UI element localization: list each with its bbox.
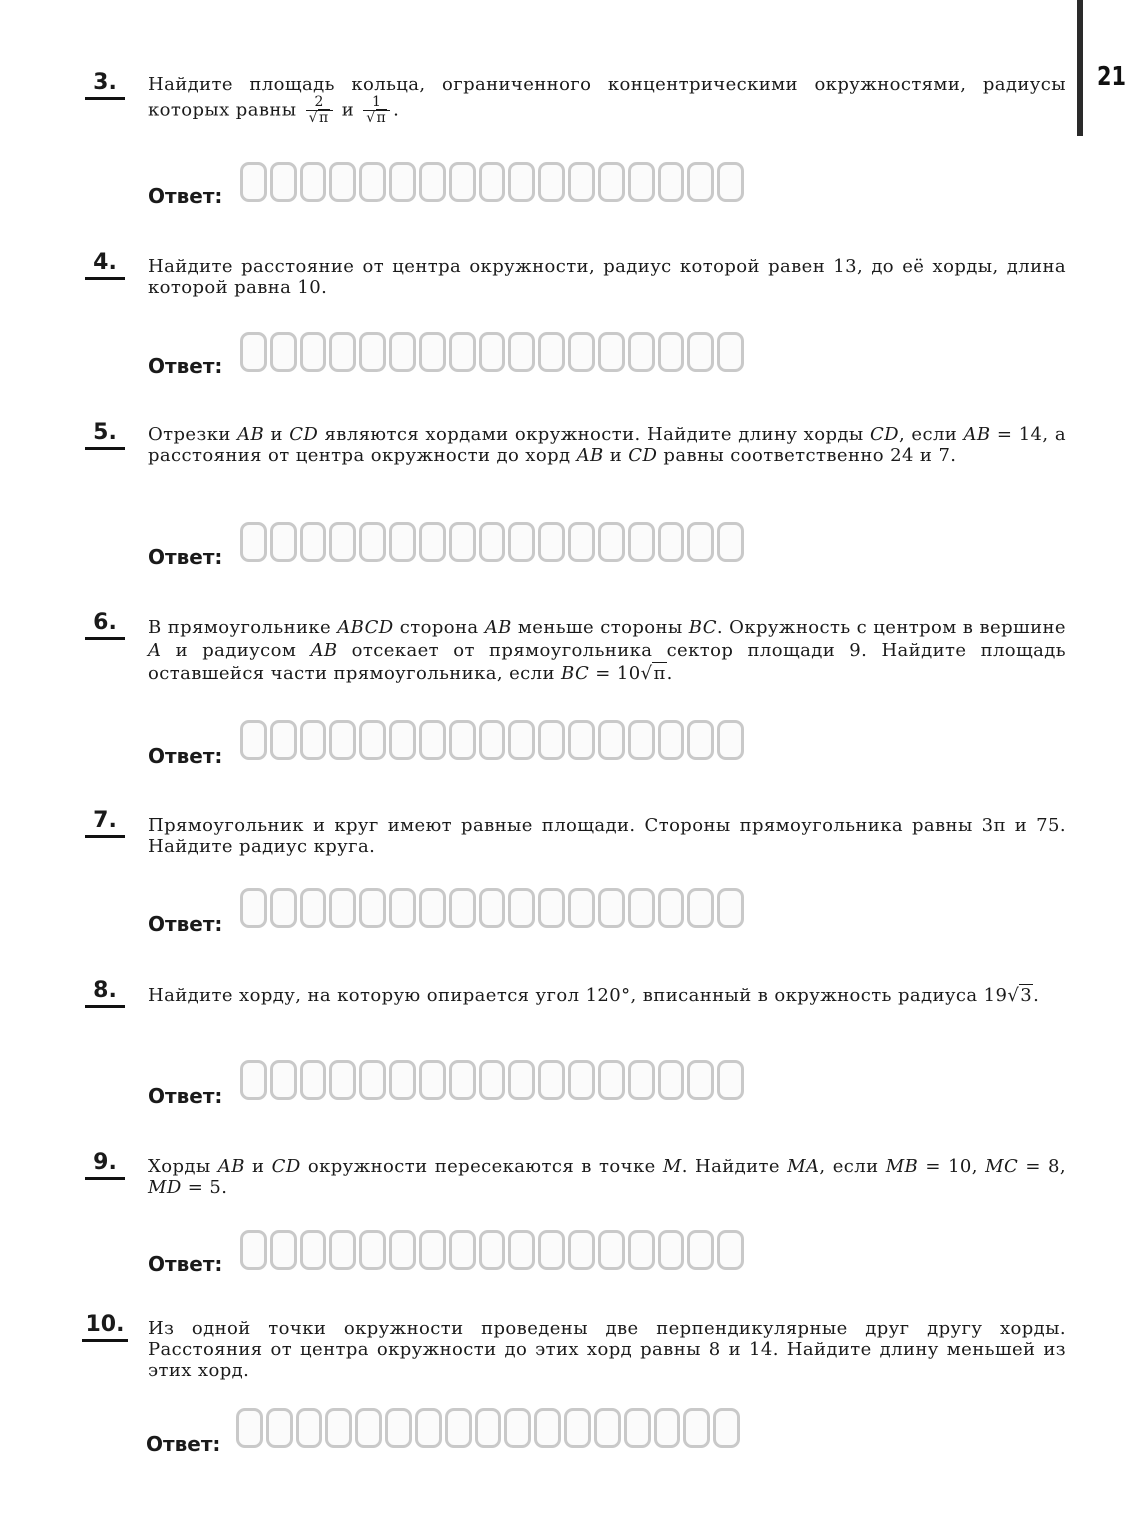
- answer-label-7: Ответ:: [148, 912, 223, 936]
- task-text-3: Найдите площадь кольца, ограниченного концентрическими окружностями, радиусы которых равны $\frac{2}{√\pi}$ и $\frac{1}{√\pi}$ .: [148, 74, 1066, 126]
- answer-cell[interactable]: [240, 332, 267, 372]
- answer-cell[interactable]: [270, 522, 297, 562]
- answer-cell[interactable]: [329, 888, 356, 928]
- answer-cell[interactable]: [717, 1060, 744, 1100]
- answer-cell[interactable]: [300, 332, 327, 372]
- answer-cell[interactable]: [538, 1230, 565, 1270]
- answer-cell[interactable]: [717, 1230, 744, 1270]
- answer-cell[interactable]: [419, 332, 446, 372]
- answer-cell[interactable]: [266, 1408, 293, 1448]
- answer-cell[interactable]: [449, 522, 476, 562]
- answer-cell[interactable]: [534, 1408, 561, 1448]
- answer-cell[interactable]: [628, 720, 655, 760]
- answer-cell[interactable]: [329, 332, 356, 372]
- answer-cell[interactable]: [717, 888, 744, 928]
- answer-cell[interactable]: [389, 1060, 416, 1100]
- answer-cell[interactable]: [449, 162, 476, 202]
- answer-cell[interactable]: [628, 1060, 655, 1100]
- answer-cell[interactable]: [475, 1408, 502, 1448]
- answer-cell[interactable]: [687, 1060, 714, 1100]
- answer-cell[interactable]: [568, 332, 595, 372]
- answer-cells-9[interactable]: [240, 1230, 744, 1270]
- task-number-3: 3.: [85, 70, 125, 100]
- page-number: 21: [1097, 62, 1126, 92]
- answer-label-4: Ответ:: [148, 354, 223, 378]
- answer-cells-10[interactable]: [236, 1408, 740, 1448]
- answer-cell[interactable]: [479, 522, 506, 562]
- answer-label-5: Ответ:: [148, 545, 223, 569]
- answer-cell[interactable]: [449, 332, 476, 372]
- answer-cell[interactable]: [270, 1060, 297, 1100]
- task-text-9: Хорды AB и CD окружности пересекаются в точке M. Найдите MA, если MB = 10, MC = 8, MD = 5.: [148, 1156, 1066, 1198]
- answer-cell[interactable]: [479, 720, 506, 760]
- answer-cell[interactable]: [300, 1060, 327, 1100]
- answer-cell[interactable]: [240, 888, 267, 928]
- answer-cell[interactable]: [508, 162, 535, 202]
- answer-cell[interactable]: [598, 522, 625, 562]
- answer-cell[interactable]: [449, 1230, 476, 1270]
- answer-cell[interactable]: [355, 1408, 382, 1448]
- answer-label-9: Ответ:: [148, 1252, 223, 1276]
- answer-label-8: Ответ:: [148, 1084, 223, 1108]
- answer-cell[interactable]: [713, 1408, 740, 1448]
- answer-cell[interactable]: [419, 1230, 446, 1270]
- answer-cell[interactable]: [568, 888, 595, 928]
- answer-cells-6[interactable]: [240, 720, 744, 760]
- answer-cell[interactable]: [240, 1230, 267, 1270]
- answer-cell[interactable]: [564, 1408, 591, 1448]
- answer-cell[interactable]: [479, 1060, 506, 1100]
- answer-cell[interactable]: [683, 1408, 710, 1448]
- answer-cell[interactable]: [538, 1060, 565, 1100]
- answer-cell[interactable]: [449, 1060, 476, 1100]
- answer-label-10: Ответ:: [146, 1432, 221, 1456]
- answer-cell[interactable]: [508, 888, 535, 928]
- answer-cell[interactable]: [419, 162, 446, 202]
- answer-cells-8[interactable]: [240, 1060, 744, 1100]
- answer-cell[interactable]: [329, 522, 356, 562]
- task-number-10: 10.: [82, 1312, 128, 1342]
- answer-cell[interactable]: [479, 1230, 506, 1270]
- answer-cell[interactable]: [538, 888, 565, 928]
- answer-cell[interactable]: [389, 162, 416, 202]
- answer-cell[interactable]: [240, 162, 267, 202]
- answer-cell[interactable]: [419, 522, 446, 562]
- answer-cell[interactable]: [628, 332, 655, 372]
- answer-cell[interactable]: [270, 162, 297, 202]
- answer-cell[interactable]: [389, 720, 416, 760]
- answer-cell[interactable]: [329, 1230, 356, 1270]
- answer-cell[interactable]: [538, 522, 565, 562]
- answer-cell[interactable]: [240, 720, 267, 760]
- answer-cell[interactable]: [568, 522, 595, 562]
- answer-cell[interactable]: [687, 162, 714, 202]
- answer-cell[interactable]: [538, 720, 565, 760]
- answer-cell[interactable]: [359, 1230, 386, 1270]
- answer-cell[interactable]: [687, 1230, 714, 1270]
- answer-cell[interactable]: [300, 720, 327, 760]
- answer-cell[interactable]: [687, 332, 714, 372]
- task-number-5: 5.: [85, 420, 125, 450]
- answer-cell[interactable]: [359, 522, 386, 562]
- answer-cell[interactable]: [449, 888, 476, 928]
- answer-cell[interactable]: [568, 1060, 595, 1100]
- answer-cell[interactable]: [479, 332, 506, 372]
- answer-cell[interactable]: [359, 720, 386, 760]
- answer-cell[interactable]: [419, 888, 446, 928]
- answer-cell[interactable]: [508, 720, 535, 760]
- answer-label-6: Ответ:: [148, 744, 223, 768]
- answer-cell[interactable]: [479, 888, 506, 928]
- answer-cell[interactable]: [329, 1060, 356, 1100]
- answer-cells-4[interactable]: [240, 332, 744, 372]
- task-text-4: Найдите расстояние от центра окружности, радиус которой равен 13, до её хорды, длина которой равна 10.: [148, 256, 1066, 298]
- answer-cell[interactable]: [508, 522, 535, 562]
- answer-label-3: Ответ:: [148, 184, 223, 208]
- answer-cell[interactable]: [568, 720, 595, 760]
- answer-cell[interactable]: [508, 1060, 535, 1100]
- answer-cell[interactable]: [445, 1408, 472, 1448]
- answer-cell[interactable]: [538, 162, 565, 202]
- answer-cell[interactable]: [389, 332, 416, 372]
- task-number-9: 9.: [85, 1150, 125, 1180]
- answer-cell[interactable]: [329, 720, 356, 760]
- answer-cell[interactable]: [419, 720, 446, 760]
- task-number-4: 4.: [85, 250, 125, 280]
- answer-cell[interactable]: [270, 332, 297, 372]
- answer-cell[interactable]: [236, 1408, 263, 1448]
- answer-cell[interactable]: [300, 888, 327, 928]
- answer-cell[interactable]: [658, 720, 685, 760]
- answer-cell[interactable]: [389, 888, 416, 928]
- answer-cell[interactable]: [300, 522, 327, 562]
- answer-cell[interactable]: [359, 332, 386, 372]
- fraction-1-over-sqrt-pi: $\frac{1}{√\pi}$: [363, 95, 390, 126]
- task-text-5: Отрезки AB и CD являются хордами окружности. Найдите длину хорды CD, если AB = 14, а расстояния от центра окружности до хорд AB и CD равны соответственно 24 и 7.: [148, 424, 1066, 466]
- task-text-10: Из одной точки окружности проведены две перпендикулярные друг другу хорды. Расстояния от центра окружности до этих хорд равны 8 и 14. Найдите длину меньшей из этих хорд.: [148, 1318, 1066, 1381]
- answer-cell[interactable]: [598, 720, 625, 760]
- answer-cell[interactable]: [240, 1060, 267, 1100]
- task-text-6: В прямоугольнике ABCD сторона AB меньше стороны BC. Окружность с центром в вершине A и радиусом AB отсекает от прямоугольника сектор площади 9. Найдите площадь оставшейся части прямоугольника, если BC = 10√π.: [148, 617, 1066, 684]
- answer-cell[interactable]: [687, 888, 714, 928]
- answer-cells-7[interactable]: [240, 888, 744, 928]
- answer-cell[interactable]: [300, 1230, 327, 1270]
- answer-cell[interactable]: [598, 162, 625, 202]
- answer-cell[interactable]: [628, 522, 655, 562]
- answer-cell[interactable]: [508, 1230, 535, 1270]
- answer-cell[interactable]: [624, 1408, 651, 1448]
- answer-cell[interactable]: [568, 1230, 595, 1270]
- answer-cell[interactable]: [270, 720, 297, 760]
- answer-cells-3[interactable]: [240, 162, 744, 202]
- answer-cell[interactable]: [628, 1230, 655, 1270]
- task-number-8: 8.: [85, 978, 125, 1008]
- answer-cell[interactable]: [598, 332, 625, 372]
- answer-cell[interactable]: [359, 1060, 386, 1100]
- answer-cell[interactable]: [508, 332, 535, 372]
- answer-cell[interactable]: [598, 1060, 625, 1100]
- answer-cell[interactable]: [717, 162, 744, 202]
- answer-cell[interactable]: [538, 332, 565, 372]
- answer-cell[interactable]: [658, 1060, 685, 1100]
- answer-cell[interactable]: [658, 522, 685, 562]
- answer-cell[interactable]: [419, 1060, 446, 1100]
- answer-cell[interactable]: [687, 720, 714, 760]
- answer-cell[interactable]: [389, 1230, 416, 1270]
- answer-cell[interactable]: [325, 1408, 352, 1448]
- answer-cell[interactable]: [240, 522, 267, 562]
- margin-bar: [1077, 0, 1083, 136]
- answer-cell[interactable]: [449, 720, 476, 760]
- answer-cell[interactable]: [389, 522, 416, 562]
- answer-cell[interactable]: [658, 332, 685, 372]
- answer-cells-5[interactable]: [240, 522, 744, 562]
- answer-cell[interactable]: [598, 888, 625, 928]
- answer-cell[interactable]: [329, 162, 356, 202]
- fraction-2-over-sqrt-pi: $\frac{2}{√\pi}$: [306, 95, 333, 126]
- answer-cell[interactable]: [479, 162, 506, 202]
- answer-cell[interactable]: [687, 522, 714, 562]
- answer-cell[interactable]: [594, 1408, 621, 1448]
- answer-cell[interactable]: [658, 888, 685, 928]
- answer-cell[interactable]: [658, 1230, 685, 1270]
- answer-cell[interactable]: [654, 1408, 681, 1448]
- answer-cell[interactable]: [717, 522, 744, 562]
- answer-cell[interactable]: [296, 1408, 323, 1448]
- answer-cell[interactable]: [568, 162, 595, 202]
- answer-cell[interactable]: [270, 1230, 297, 1270]
- task-text-7: Прямоугольник и круг имеют равные площади. Стороны прямоугольника равны 3π и 75. Найдите радиус круга.: [148, 815, 1066, 857]
- answer-cell[interactable]: [385, 1408, 412, 1448]
- answer-cell[interactable]: [415, 1408, 442, 1448]
- answer-cell[interactable]: [598, 1230, 625, 1270]
- answer-cell[interactable]: [717, 720, 744, 760]
- task-number-7: 7.: [85, 808, 125, 838]
- answer-cell[interactable]: [504, 1408, 531, 1448]
- answer-cell[interactable]: [359, 888, 386, 928]
- answer-cell[interactable]: [628, 162, 655, 202]
- answer-cell[interactable]: [628, 888, 655, 928]
- answer-cell[interactable]: [359, 162, 386, 202]
- task-number-6: 6.: [85, 610, 125, 640]
- answer-cell[interactable]: [270, 888, 297, 928]
- answer-cell[interactable]: [658, 162, 685, 202]
- answer-cell[interactable]: [300, 162, 327, 202]
- answer-cell[interactable]: [717, 332, 744, 372]
- task-text-8: Найдите хорду, на которую опирается угол 120°, вписанный в окружность радиуса 19√3.: [148, 985, 1040, 1006]
